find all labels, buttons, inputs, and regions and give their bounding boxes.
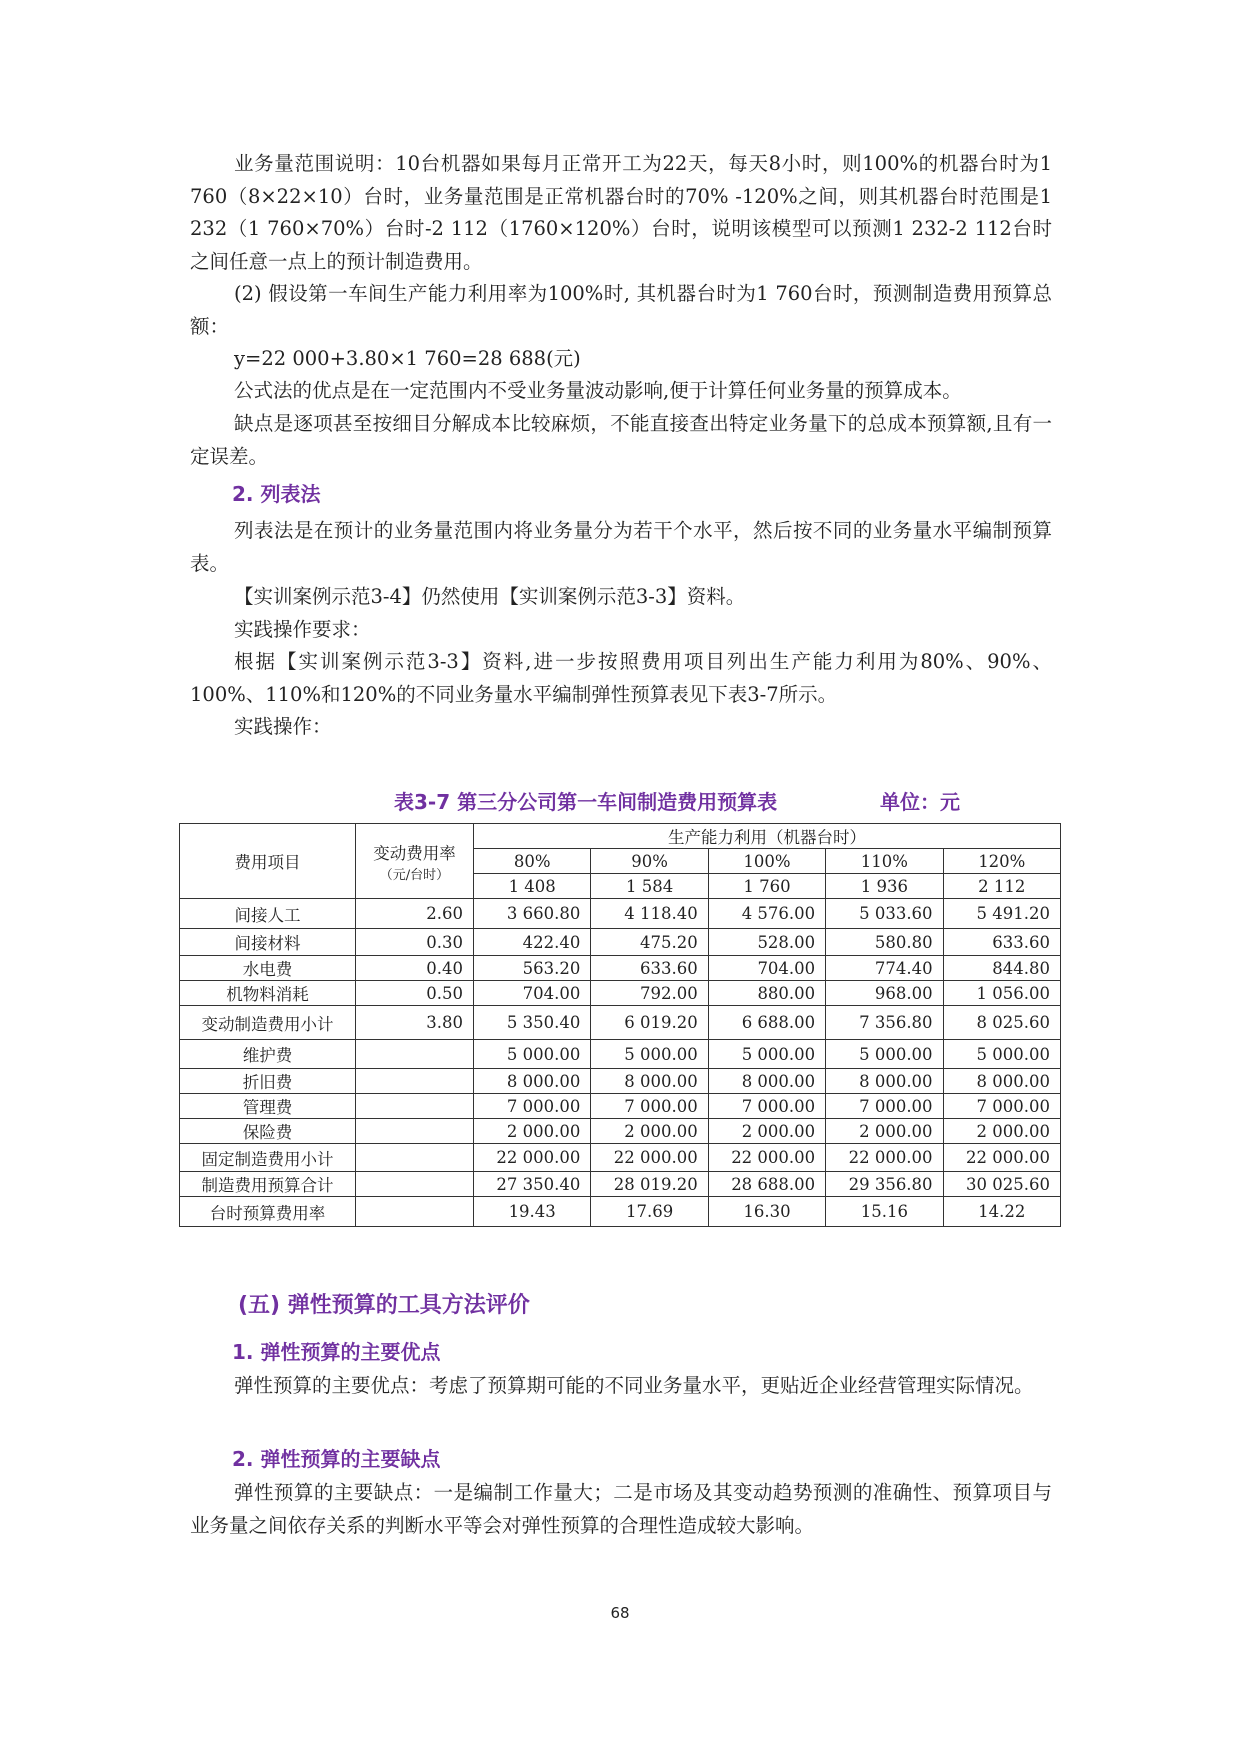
row-value: 28 019.20	[591, 1172, 708, 1197]
header-percent: 90%	[591, 849, 708, 874]
row-value: 22 000.00	[943, 1144, 1060, 1172]
row-value: 8 000.00	[474, 1069, 591, 1094]
paragraph-disadvantages: 弹性预算的主要缺点：一是编制工作量大；二是市场及其变动趋势预测的准确性、预算项目与业务量之间依存关系的判断水平等会对弹性预算的合理性造成较大影响。	[190, 1481, 1052, 1537]
row-value: 16.30	[708, 1197, 825, 1227]
header-rate-unit: （元/台时）	[379, 867, 450, 883]
paragraph-disadvantage: 缺点是逐项甚至按细目分解成本比较麻烦，不能直接查出特定业务量下的总成本预算额,且有一定误差。	[190, 412, 1052, 468]
row-label: 管理费	[180, 1094, 356, 1119]
subheading-disadvantages: 2. 弹性预算的主要缺点	[232, 1447, 441, 1471]
row-value: 633.60	[591, 956, 708, 981]
row-label: 固定制造费用小计	[180, 1144, 356, 1172]
row-value: 7 000.00	[474, 1094, 591, 1119]
paragraph-case: 【实训案例示范3-4】仍然使用【实训案例示范3-3】资料。	[234, 585, 746, 608]
row-rate: 3.80	[356, 1006, 474, 1040]
row-value: 5 000.00	[708, 1040, 825, 1069]
table-row	[180, 1172, 1061, 1197]
table-row	[180, 956, 1061, 981]
row-rate	[356, 1069, 474, 1094]
row-value: 27 350.40	[474, 1172, 591, 1197]
row-rate: 2.60	[356, 899, 474, 929]
row-value: 563.20	[474, 956, 591, 981]
row-label: 维护费	[180, 1040, 356, 1069]
row-value: 5 000.00	[826, 1040, 943, 1069]
row-rate	[356, 1144, 474, 1172]
row-value: 6 688.00	[708, 1006, 825, 1040]
row-value: 8 000.00	[826, 1069, 943, 1094]
header-percent: 80%	[474, 849, 591, 874]
paragraph-advantages: 弹性预算的主要优点：考虑了预算期可能的不同业务量水平，更贴近企业经营管理实际情况。	[234, 1374, 1034, 1397]
section-title: (五) 弹性预算的工具方法评价	[238, 1293, 530, 1318]
header-hours: 1 584	[591, 874, 708, 899]
row-value: 17.69	[591, 1197, 708, 1227]
table-row	[180, 1006, 1061, 1040]
row-value: 774.40	[826, 956, 943, 981]
table-row	[180, 1040, 1061, 1069]
header-hours: 2 112	[943, 874, 1060, 899]
row-value: 2 000.00	[708, 1119, 825, 1144]
row-value: 7 000.00	[708, 1094, 825, 1119]
row-value: 14.22	[943, 1197, 1060, 1227]
paragraph-range: 业务量范围说明：10台机器如果每月正常开工为22天，每天8小时，则100%的机器台时为1 760（8×22×10）台时，业务量范围是正常机器台时的70% -120%之间，则其机器台时范围是1 232（1 760×70%）台时-2 112（1760×120%）台时，说明该模型可以预测1 232-2 112台时之间任意一点上的预计制造费用。	[190, 152, 1052, 273]
row-value: 7 000.00	[591, 1094, 708, 1119]
formula: y=22 000+3.80×1 760=28 688(元)	[234, 347, 581, 370]
row-rate: 0.40	[356, 956, 474, 981]
subheading-advantages: 1. 弹性预算的主要优点	[232, 1340, 441, 1364]
row-value: 7 000.00	[826, 1094, 943, 1119]
row-rate: 0.50	[356, 981, 474, 1006]
row-label: 折旧费	[180, 1069, 356, 1094]
row-value: 1 056.00	[943, 981, 1060, 1006]
row-value: 528.00	[708, 929, 825, 956]
paragraph-list-method: 列表法是在预计的业务量范围内将业务量分为若干个水平，然后按不同的业务量水平编制预算表。	[190, 519, 1052, 575]
row-value: 4 118.40	[591, 899, 708, 929]
row-value: 5 000.00	[474, 1040, 591, 1069]
row-label: 保险费	[180, 1119, 356, 1144]
row-value: 22 000.00	[474, 1144, 591, 1172]
row-label: 间接人工	[180, 899, 356, 929]
row-value: 422.40	[474, 929, 591, 956]
row-rate	[356, 1040, 474, 1069]
row-value: 4 576.00	[708, 899, 825, 929]
row-value: 7 000.00	[943, 1094, 1060, 1119]
row-rate	[356, 1094, 474, 1119]
table-row	[180, 899, 1061, 929]
row-value: 844.80	[943, 956, 1060, 981]
row-value: 30 025.60	[943, 1172, 1060, 1197]
header-percent: 110%	[826, 849, 943, 874]
table-title: 表3-7 第三分公司第一车间制造费用预算表	[394, 790, 778, 814]
row-value: 22 000.00	[591, 1144, 708, 1172]
row-rate	[356, 1197, 474, 1227]
row-value: 704.00	[708, 956, 825, 981]
table-row	[180, 1094, 1061, 1119]
paragraph-assumption: (2) 假设第一车间生产能力利用率为100%时, 其机器台时为1 760台时，预测制造费用预算总额：	[190, 282, 1052, 338]
row-rate	[356, 1119, 474, 1144]
row-value: 2 000.00	[826, 1119, 943, 1144]
table-row	[180, 929, 1061, 956]
row-label: 制造费用预算合计	[180, 1172, 356, 1197]
row-value: 8 000.00	[708, 1069, 825, 1094]
row-rate	[356, 1172, 474, 1197]
row-value: 7 356.80	[826, 1006, 943, 1040]
row-value: 15.16	[826, 1197, 943, 1227]
paragraph-practice: 实践操作：	[234, 715, 332, 738]
row-value: 704.00	[474, 981, 591, 1006]
table-row	[180, 1119, 1061, 1144]
table-row	[180, 1197, 1061, 1227]
row-label: 台时预算费用率	[180, 1197, 356, 1227]
header-hours: 1 936	[826, 874, 943, 899]
header-percent: 100%	[708, 849, 825, 874]
table-row	[180, 1144, 1061, 1172]
row-value: 28 688.00	[708, 1172, 825, 1197]
row-value: 8 000.00	[943, 1069, 1060, 1094]
row-value: 3 660.80	[474, 899, 591, 929]
row-value: 580.80	[826, 929, 943, 956]
row-value: 22 000.00	[826, 1144, 943, 1172]
row-value: 880.00	[708, 981, 825, 1006]
row-value: 8 000.00	[591, 1069, 708, 1094]
budget-table	[179, 823, 1061, 1227]
row-value: 5 000.00	[591, 1040, 708, 1069]
row-value: 5 491.20	[943, 899, 1060, 929]
row-value: 2 000.00	[591, 1119, 708, 1144]
row-value: 29 356.80	[826, 1172, 943, 1197]
header-percent: 120%	[943, 849, 1060, 874]
header-hours: 1 408	[474, 874, 591, 899]
row-value: 8 025.60	[943, 1006, 1060, 1040]
table-row	[180, 981, 1061, 1006]
table-unit: 单位：元	[880, 790, 960, 814]
row-value: 22 000.00	[708, 1144, 825, 1172]
row-value: 5 033.60	[826, 899, 943, 929]
header-hours: 1 760	[708, 874, 825, 899]
row-value: 5 350.40	[474, 1006, 591, 1040]
row-value: 792.00	[591, 981, 708, 1006]
row-value: 968.00	[826, 981, 943, 1006]
row-value: 19.43	[474, 1197, 591, 1227]
header-capacity: 生产能力利用（机器台时）	[474, 824, 1061, 849]
page-number: 68	[610, 1604, 630, 1622]
row-label: 水电费	[180, 956, 356, 981]
paragraph-requirements: 实践操作要求：	[234, 618, 371, 641]
header-item: 费用项目	[180, 824, 356, 899]
row-value: 2 000.00	[943, 1119, 1060, 1144]
row-value: 5 000.00	[943, 1040, 1060, 1069]
row-label: 机物料消耗	[180, 981, 356, 1006]
header-rate-label: 变动费用率	[373, 843, 456, 863]
row-rate: 0.30	[356, 929, 474, 956]
row-value: 475.20	[591, 929, 708, 956]
table-row	[180, 1069, 1061, 1094]
paragraph-advantage: 公式法的优点是在一定范围内不受业务量波动影响,便于计算任何业务量的预算成本。	[234, 379, 962, 402]
row-label: 变动制造费用小计	[180, 1006, 356, 1040]
row-value: 2 000.00	[474, 1119, 591, 1144]
row-value: 633.60	[943, 929, 1060, 956]
row-value: 6 019.20	[591, 1006, 708, 1040]
header-rate	[356, 824, 474, 899]
row-label: 间接材料	[180, 929, 356, 956]
heading-list-method: 2. 列表法	[232, 482, 321, 506]
paragraph-instructions: 根据【实训案例示范3-3】资料,进一步按照费用项目列出生产能力利用为80%、90%、100%、110%和120%的不同业务量水平编制弹性预算表见下表3-7所示。	[190, 650, 1052, 706]
